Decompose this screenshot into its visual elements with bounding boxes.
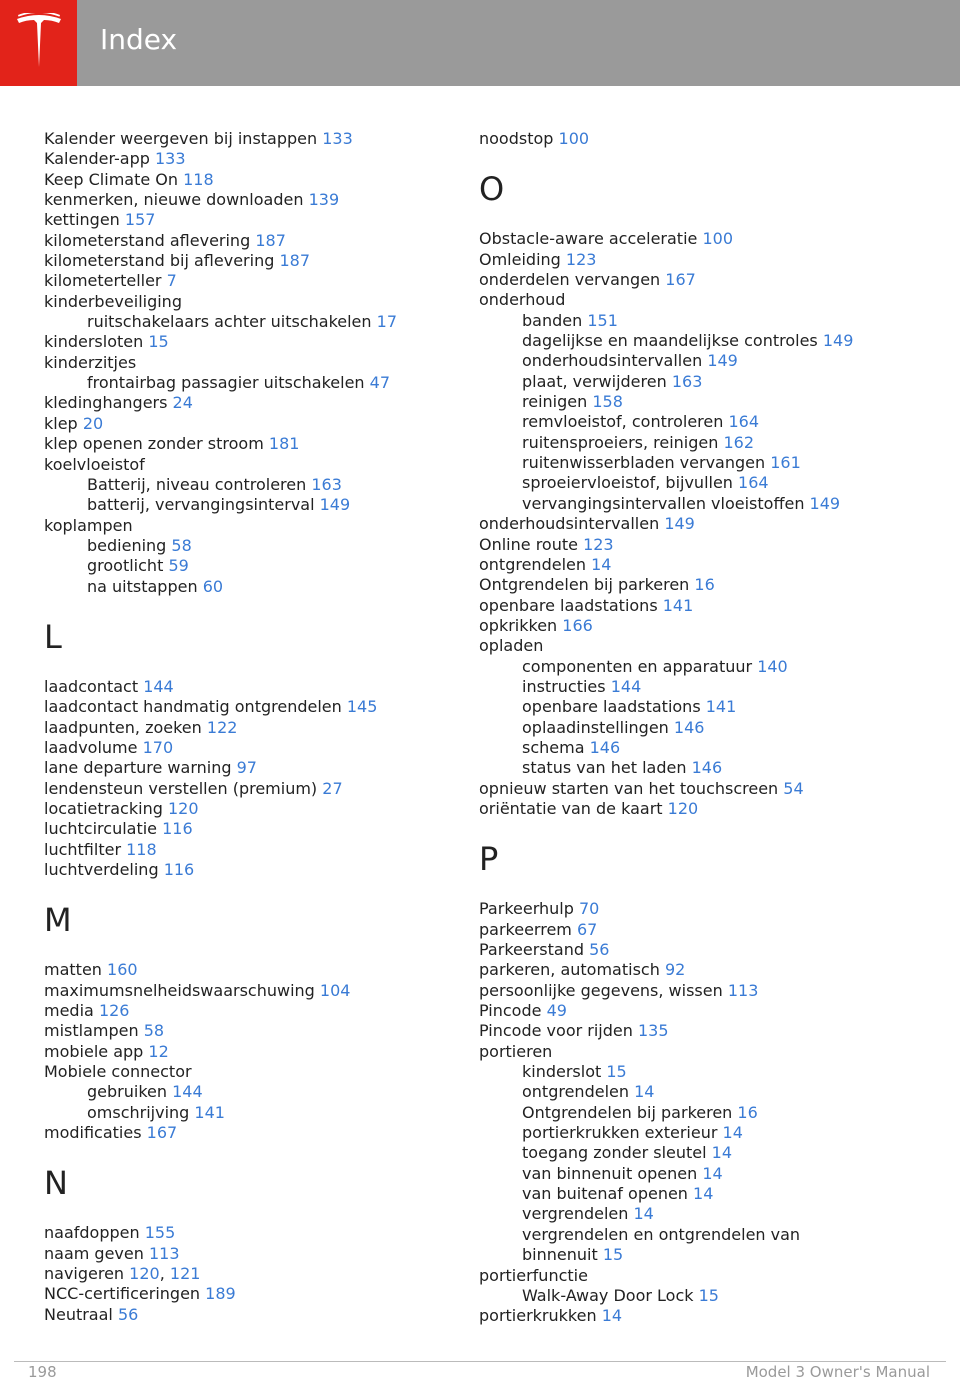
page-link[interactable]: 15	[698, 1285, 719, 1305]
index-entry	[44, 860, 454, 880]
index-entry	[479, 1042, 939, 1062]
index-entry	[44, 516, 454, 536]
page-link[interactable]: 144	[610, 676, 642, 696]
index-term: Ontgrendelen bij parkeren	[479, 575, 690, 595]
index-entry	[479, 1001, 939, 1021]
index-entry	[44, 271, 454, 291]
index-term: grootlicht	[87, 556, 164, 576]
index-entry	[479, 535, 939, 555]
index-entry	[479, 940, 939, 960]
index-entry	[44, 779, 454, 799]
page-link[interactable]: 56	[589, 940, 610, 959]
index-term: remvloeistof, controleren	[522, 412, 724, 432]
index-subentry	[44, 495, 454, 515]
index-term: opladen	[479, 636, 544, 656]
index-term: Online route	[479, 534, 578, 554]
page-link[interactable]: 47	[369, 373, 390, 393]
index-entry	[479, 779, 939, 799]
index-term: luchtfilter	[44, 839, 122, 859]
index-entry	[479, 1266, 939, 1286]
index-subentry	[44, 536, 454, 556]
index-entry	[479, 799, 939, 819]
index-term: vergrendelen	[522, 1204, 629, 1224]
footer-divider	[14, 1361, 946, 1362]
index-subentry	[44, 373, 454, 393]
index-entry	[44, 129, 454, 149]
page-link[interactable]: 140	[757, 656, 788, 676]
index-term: klep openen zonder stroom	[44, 434, 264, 454]
index-entry	[44, 738, 454, 758]
index-subentry	[479, 697, 939, 717]
index-term: portierfunctie	[479, 1265, 588, 1285]
page-link[interactable]: 123	[583, 534, 614, 554]
page-link[interactable]: 121	[169, 1264, 201, 1284]
index-entry	[479, 960, 939, 980]
index-subentry	[44, 312, 454, 332]
index-term: openbare laadstations	[479, 595, 658, 615]
page-link[interactable]: 189	[205, 1284, 236, 1304]
index-entry	[479, 129, 939, 149]
page-link[interactable]: 113	[148, 1243, 180, 1263]
index-term: portierkrukken	[479, 1306, 597, 1326]
index-term: koelvloeistof	[44, 454, 145, 474]
index-term: Pincode voor rijden	[479, 1021, 633, 1041]
index-entry	[479, 270, 939, 290]
index-term: luchtverdeling	[44, 860, 159, 879]
index-term: binnenuit	[522, 1245, 598, 1265]
index-term: vergrendelen en ontgrendelen van	[522, 1224, 801, 1244]
page-link[interactable]: 113	[727, 980, 759, 1000]
index-entry	[44, 1042, 454, 1062]
page-link[interactable]: 118	[126, 839, 157, 859]
index-term: mobiele app	[44, 1041, 144, 1061]
page-link[interactable]: 163	[311, 474, 342, 494]
page-link[interactable]: 16	[737, 1102, 758, 1122]
page-link[interactable]: 162	[723, 432, 755, 452]
index-term: persoonlijke gegevens, wissen	[479, 980, 723, 1000]
index-term: ruitensproeiers, reinigen	[522, 432, 719, 452]
index-term: Mobiele connector	[44, 1062, 192, 1082]
page-link[interactable]: 92	[664, 960, 686, 980]
brand-logo-box	[0, 0, 77, 86]
page-link[interactable]: 167	[665, 270, 696, 290]
index-term: ontgrendelen	[479, 554, 586, 574]
page-link[interactable]: 141	[194, 1102, 225, 1122]
index-term: maximumsnelheidswaarschuwing	[44, 980, 315, 1000]
page-link[interactable]: 24	[172, 393, 193, 413]
page-link[interactable]: 100	[558, 129, 590, 148]
index-entry	[44, 231, 454, 251]
index-entry	[44, 840, 454, 860]
index-term: locatietracking	[44, 798, 163, 818]
index-term: kenmerken, nieuwe downloaden	[44, 190, 304, 210]
index-subentry	[479, 1143, 939, 1163]
index-subentry	[479, 1103, 939, 1123]
page-link[interactable]: 181	[268, 434, 300, 454]
page-link[interactable]: 126	[98, 1001, 130, 1021]
page-link[interactable]: 14	[702, 1163, 723, 1183]
index-entry	[44, 799, 454, 819]
page-link[interactable]: 12	[148, 1041, 169, 1061]
page-link[interactable]: 151	[587, 310, 618, 330]
page-link[interactable]: 116	[163, 860, 195, 879]
index-term: laadcontact	[44, 676, 139, 696]
index-entry	[479, 229, 939, 249]
index-term: Walk-Away Door Lock	[522, 1285, 694, 1305]
index-entry	[44, 1305, 454, 1325]
page-link[interactable]: 163	[671, 371, 703, 391]
page-link[interactable]: 14	[591, 554, 612, 574]
page-link[interactable]: 100	[702, 229, 733, 249]
page-link[interactable]: 149	[707, 351, 738, 371]
index-subentry	[479, 1184, 939, 1204]
index-term: mistlampen	[44, 1021, 139, 1041]
index-term: modificaties	[44, 1123, 142, 1143]
index-subentry	[479, 758, 939, 778]
page-link[interactable]: 120	[167, 798, 199, 818]
page-link[interactable]: 70	[578, 899, 600, 919]
index-term: toegang zonder sleutel	[522, 1143, 707, 1163]
index-term: batterij, vervangingsinterval	[87, 495, 315, 515]
index-subentry	[479, 372, 939, 392]
index-term: opnieuw starten van het touchscreen	[479, 778, 779, 798]
index-subentry	[479, 473, 939, 493]
index-subentry	[479, 412, 939, 432]
index-term: gebruiken	[87, 1082, 167, 1102]
page-link[interactable]: 135	[637, 1021, 669, 1041]
index-term: Omleiding	[479, 249, 561, 269]
page-link[interactable]: 149	[319, 495, 351, 515]
index-term: ruitenwisserbladen vervangen	[522, 453, 766, 473]
page-link[interactable]: 144	[143, 676, 174, 696]
index-column-right	[479, 129, 939, 1327]
index-term: Parkeerstand	[479, 940, 584, 959]
index-subentry	[479, 1225, 939, 1245]
page-link[interactable]: 49	[546, 1001, 567, 1021]
index-term: onderhoud	[479, 290, 566, 310]
index-entry	[44, 1021, 454, 1041]
index-subentry	[479, 1164, 939, 1184]
page-link[interactable]: 15	[148, 332, 169, 352]
index-term: portieren	[479, 1041, 553, 1061]
page-link[interactable]: 170	[142, 737, 174, 757]
page-link[interactable]: 160	[107, 960, 138, 980]
index-term: instructies	[522, 676, 606, 696]
page-link[interactable]: 17	[376, 312, 397, 332]
index-term: laadvolume	[44, 737, 138, 757]
index-term: navigeren	[44, 1264, 125, 1284]
index-term: Neutraal	[44, 1304, 113, 1324]
index-term: kinderzitjes	[44, 352, 137, 372]
page-link[interactable]: 58	[143, 1021, 165, 1041]
index-section-letter: N	[44, 1164, 68, 1203]
page-link[interactable]: 164	[728, 412, 760, 432]
page-link[interactable]: 144	[172, 1082, 203, 1102]
index-subentry	[479, 1082, 939, 1102]
index-term: openbare laadstations	[522, 697, 701, 717]
index-section-letter: P	[479, 840, 499, 879]
index-term: van binnenuit openen	[522, 1163, 698, 1183]
page-link[interactable]: 15	[606, 1062, 627, 1082]
index-term: matten	[44, 960, 102, 980]
page-link[interactable]: 146	[589, 737, 621, 757]
page-link[interactable]: 59	[168, 556, 189, 576]
index-term: onderhoudsintervallen	[522, 351, 703, 371]
index-term: kinderslot	[522, 1062, 602, 1082]
index-subentry	[479, 1062, 939, 1082]
index-subentry	[479, 677, 939, 697]
index-entry	[479, 636, 939, 656]
index-entry	[44, 332, 454, 352]
page-link[interactable]: 161	[770, 453, 801, 473]
index-term: Kalender-app	[44, 149, 150, 169]
index-subentry	[479, 1245, 939, 1265]
page-link[interactable]: 7	[166, 271, 177, 291]
index-entry	[479, 899, 939, 919]
index-entry	[44, 1001, 454, 1021]
index-term: onderhoudsintervallen	[479, 514, 660, 534]
index-term: kinderbeveiliging	[44, 291, 182, 311]
index-entry	[44, 190, 454, 210]
index-entry	[44, 1223, 454, 1243]
index-section-letter: L	[44, 617, 62, 656]
index-entry	[44, 414, 454, 434]
index-entry	[44, 718, 454, 738]
index-subentry	[44, 475, 454, 495]
index-entry	[479, 920, 939, 940]
page-link[interactable]: 187	[255, 230, 286, 250]
index-entry	[44, 677, 454, 697]
index-term: omschrijving	[87, 1102, 190, 1122]
index-term: vervangingsintervallen vloeistoffen	[522, 493, 805, 513]
index-subentry	[479, 311, 939, 331]
index-entry: navigeren 120, 121	[44, 1264, 201, 1284]
index-term: ontgrendelen	[522, 1082, 629, 1102]
index-term: oriëntatie van de kaart	[479, 798, 663, 818]
index-subentry	[479, 392, 939, 412]
index-term: van buitenaf openen	[522, 1184, 688, 1204]
page-link[interactable]: 14	[693, 1184, 714, 1204]
index-term: noodstop	[479, 129, 554, 148]
index-term: Ontgrendelen bij parkeren	[522, 1102, 733, 1122]
index-entry	[44, 434, 454, 454]
index-term: klep	[44, 413, 78, 433]
index-subentry	[479, 1204, 939, 1224]
index-subentry	[44, 1082, 454, 1102]
index-subentry	[479, 453, 939, 473]
index-entry	[44, 981, 454, 1001]
page-link[interactable]: 157	[124, 210, 156, 230]
index-entry	[479, 1306, 939, 1326]
page-link[interactable]: 15	[602, 1245, 624, 1265]
index-term: NCC-certificeringen	[44, 1284, 201, 1304]
index-entry	[44, 758, 454, 778]
index-term: na uitstappen	[87, 576, 198, 596]
index-term: kindersloten	[44, 332, 144, 352]
index-column-left	[44, 129, 454, 1325]
footer-manual-title: Model 3 Owner's Manual	[745, 1363, 930, 1381]
index-term: parkeren, automatisch	[479, 960, 660, 980]
index-entry	[44, 170, 454, 190]
index-entry	[44, 1284, 454, 1304]
page-title: Index	[100, 23, 178, 56]
index-term: Batterij, niveau controleren	[87, 474, 307, 494]
index-term: naafdoppen	[44, 1223, 140, 1243]
page-link[interactable]: 67	[576, 919, 598, 939]
index-term: laadcontact handmatig ontgrendelen	[44, 697, 342, 717]
index-term: laadpunten, zoeken	[44, 717, 202, 737]
index-term: koplampen	[44, 515, 133, 535]
index-term: media	[44, 1001, 94, 1021]
page-link[interactable]: 155	[144, 1223, 176, 1243]
page-link[interactable]: 166	[562, 615, 593, 635]
page-header	[0, 0, 960, 86]
index-term: portierkrukken exterieur	[522, 1123, 718, 1143]
index-subentry	[479, 1123, 939, 1143]
page-link[interactable]: 187	[279, 251, 310, 271]
index-term: kilometerstand aflevering	[44, 230, 251, 250]
page-link[interactable]: 118	[183, 169, 214, 189]
page-link[interactable]: 146	[691, 758, 723, 778]
index-term: frontairbag passagier uitschakelen	[87, 373, 365, 393]
page-link[interactable]: 104	[319, 980, 351, 1000]
index-term: Kalender weergeven bij instappen	[44, 129, 318, 148]
page-link[interactable]: 20	[82, 413, 104, 433]
index-entry	[44, 1123, 454, 1143]
page-link[interactable]: 16	[694, 575, 715, 595]
page-link[interactable]: 27	[322, 778, 343, 798]
index-entry	[479, 514, 939, 534]
index-term: reinigen	[522, 392, 588, 412]
page-link[interactable]: 141	[705, 697, 737, 717]
index-term: Parkeerhulp	[479, 899, 574, 919]
page-link[interactable]: 116	[162, 819, 193, 839]
index-term: bediening	[87, 535, 167, 555]
index-subentry	[44, 1103, 454, 1123]
page-link[interactable]: 56	[117, 1304, 139, 1324]
index-term: plaat, verwijderen	[522, 371, 667, 391]
index-entry	[44, 210, 454, 230]
page-link[interactable]: 133	[322, 129, 353, 148]
index-term: kilometerstand bij aflevering	[44, 251, 275, 271]
index-term: banden	[522, 310, 583, 330]
page-link[interactable]: 167	[146, 1123, 178, 1143]
page-link[interactable]: 158	[592, 392, 623, 412]
index-term: componenten en apparatuur	[522, 656, 753, 676]
index-entry	[479, 1021, 939, 1041]
index-term: ruitschakelaars achter uitschakelen	[87, 312, 372, 332]
page-link[interactable]: 123	[565, 249, 597, 269]
index-entry	[479, 596, 939, 616]
index-subentry	[44, 556, 454, 576]
tesla-logo-icon	[14, 13, 64, 71]
index-subentry	[479, 331, 939, 351]
index-entry	[44, 1244, 454, 1264]
index-entry	[44, 251, 454, 271]
index-entry	[479, 250, 939, 270]
index-term: Obstacle-aware acceleratie	[479, 229, 698, 249]
footer-page-number: 198	[28, 1363, 57, 1381]
index-term: onderdelen vervangen	[479, 270, 661, 290]
index-term: naam geven	[44, 1243, 144, 1263]
index-term: kettingen	[44, 210, 120, 230]
page-link[interactable]: 14	[711, 1143, 733, 1163]
index-term: Keep Climate On	[44, 169, 179, 189]
index-section-letter: M	[44, 901, 72, 940]
index-subentry	[479, 657, 939, 677]
index-section-letter: O	[479, 170, 505, 209]
page-link[interactable]: 149	[809, 493, 841, 513]
page-link[interactable]: 145	[346, 697, 378, 717]
index-subentry	[479, 433, 939, 453]
page-link[interactable]: 14	[601, 1306, 623, 1326]
page-link[interactable]: 149	[822, 331, 854, 351]
index-term: kledinghangers	[44, 393, 168, 413]
index-term: kilometerteller	[44, 271, 162, 291]
index-entry	[44, 149, 454, 169]
index-entry	[44, 455, 454, 475]
page-link[interactable]: 164	[738, 473, 769, 493]
index-subentry	[479, 718, 939, 738]
page-link[interactable]: 14	[633, 1204, 654, 1224]
page-link[interactable]: 139	[308, 190, 340, 210]
index-entry	[479, 575, 939, 595]
index-entry	[44, 393, 454, 413]
index-subentry	[479, 351, 939, 371]
page-link[interactable]: 97	[236, 758, 257, 778]
index-entry	[479, 616, 939, 636]
index-term: oplaadinstellingen	[522, 717, 669, 737]
index-entry	[44, 1062, 454, 1082]
index-entry	[44, 697, 454, 717]
page-link[interactable]: 14	[634, 1082, 655, 1102]
page-link[interactable]: 120	[129, 1264, 160, 1284]
index-entry	[479, 290, 939, 310]
index-term: status van het laden	[522, 758, 687, 778]
page-link[interactable]: 14	[722, 1123, 743, 1143]
index-subentry	[479, 494, 939, 514]
page-link[interactable]: 120	[667, 798, 699, 818]
index-entry	[479, 555, 939, 575]
index-term: opkrikken	[479, 615, 558, 635]
index-entry	[44, 353, 454, 373]
index-entry	[44, 292, 454, 312]
index-term: luchtcirculatie	[44, 819, 158, 839]
index-entry	[44, 960, 454, 980]
index-entry	[479, 981, 939, 1001]
index-term: lane departure warning	[44, 758, 232, 778]
index-subentry	[44, 577, 454, 597]
page-link[interactable]: 122	[206, 717, 238, 737]
index-term: Pincode	[479, 1001, 542, 1021]
index-term: schema	[522, 737, 585, 757]
page-link[interactable]: 58	[171, 535, 192, 555]
index-term: parkeerrem	[479, 919, 572, 939]
page-link[interactable]: 149	[664, 514, 695, 534]
index-subentry	[479, 738, 939, 758]
page-link[interactable]: 54	[783, 778, 804, 798]
index-entry	[44, 819, 454, 839]
page-link[interactable]: 141	[662, 595, 694, 615]
page-link[interactable]: 60	[202, 576, 224, 596]
page-link[interactable]: 146	[673, 717, 705, 737]
index-term: lendensteun verstellen (premium)	[44, 778, 318, 798]
index-subentry	[479, 1286, 939, 1306]
index-term: sproeiervloeistof, bijvullen	[522, 473, 733, 493]
index-term: dagelijkse en maandelijkse controles	[522, 331, 818, 351]
page-link[interactable]: 133	[154, 149, 186, 169]
